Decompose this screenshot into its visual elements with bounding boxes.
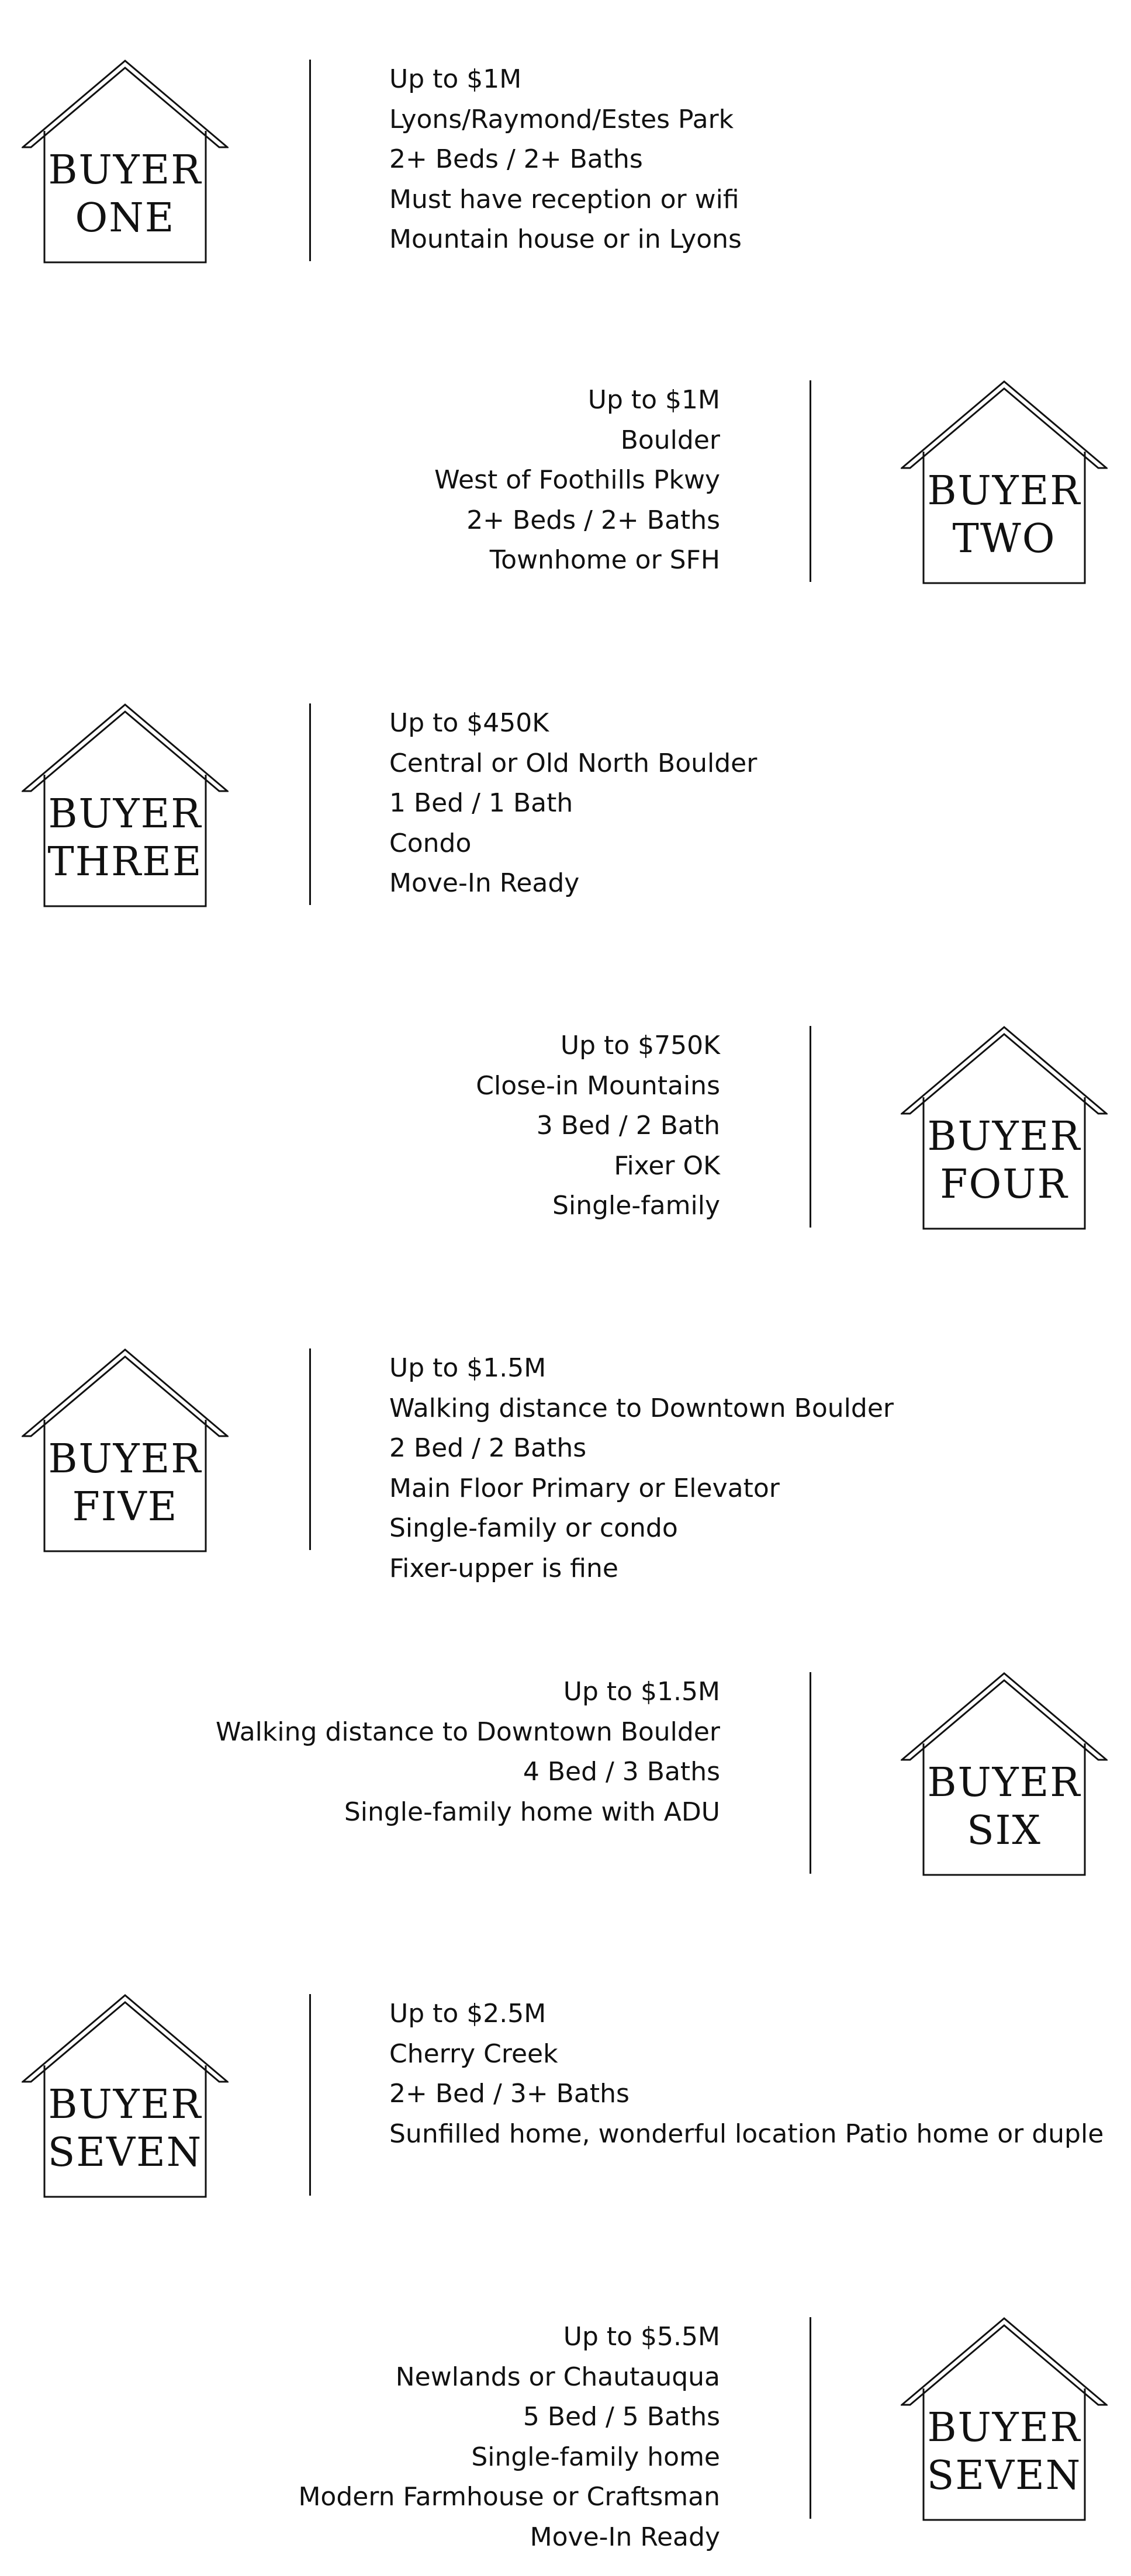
house-label-line1: BUYER [927, 1114, 1081, 1160]
detail-beds-baths: 5 Bed / 5 Baths [523, 2402, 720, 2432]
house-label-line2: FIVE [72, 1484, 178, 1530]
divider [309, 1348, 311, 1550]
divider [810, 1672, 811, 1874]
detail-price: Up to $1.5M [563, 1677, 720, 1707]
house-icon [22, 1348, 229, 1553]
buyer-details [389, 60, 742, 260]
house-label-line1: BUYER [927, 468, 1081, 514]
house-icon [901, 1026, 1108, 1230]
detail-location: Cherry Creek [389, 2038, 558, 2069]
detail-type: Townhome or SFH [489, 545, 720, 575]
detail-price: Up to $750K [560, 1031, 720, 1060]
detail-style: Modern Farmhouse or Craftsman [298, 2482, 720, 2512]
detail-requirement: Main Floor Primary or Elevator [389, 1473, 780, 1503]
detail-location: Close-in Mountains [476, 1070, 720, 1101]
buyer-details [476, 1026, 720, 1226]
detail-type: Mountain house or in Lyons [389, 224, 742, 254]
house-label-line1: BUYER [927, 2405, 1081, 2451]
buyer-card-6 [0, 1672, 1131, 1877]
divider [810, 380, 811, 582]
detail-type: Single-family home [471, 2442, 720, 2472]
buyer-card-2 [0, 380, 1131, 585]
buyer-card-3 [0, 703, 1131, 908]
house-label-line1: BUYER [48, 2082, 202, 2128]
detail-type: Condo [389, 828, 472, 858]
house-icon [22, 1994, 229, 2199]
detail-price: Up to $1M [587, 385, 720, 415]
house-icon [901, 380, 1108, 585]
house-label-line1: BUYER [927, 1760, 1081, 1806]
house-label-line2: TWO [952, 516, 1056, 562]
house-label-line2: SIX [967, 1808, 1042, 1854]
house-label-line2: ONE [75, 195, 175, 241]
detail-condition: Move-In Ready [389, 868, 580, 898]
detail-requirement: Must have reception or wifi [389, 184, 739, 214]
buyer-card-4 [0, 1026, 1131, 1230]
detail-type: Single-family or condo [389, 1513, 678, 1543]
house-label-line2: SEVEN [47, 2130, 203, 2176]
detail-type: Single-family home with ADU [344, 1797, 720, 1827]
detail-beds-baths: 2+ Beds / 2+ Baths [466, 505, 720, 535]
detail-location: Walking distance to Downtown Boulder [389, 1393, 894, 1423]
detail-condition: Fixer OK [614, 1150, 720, 1181]
house-label-line1: BUYER [48, 147, 202, 193]
detail-condition: Move-In Ready [530, 2522, 720, 2552]
buyer-details [434, 380, 720, 581]
divider [309, 703, 311, 905]
detail-location: Lyons/Raymond/Estes Park [389, 104, 734, 134]
divider [309, 1994, 311, 2196]
house-icon [22, 703, 229, 908]
buyer-card-5 [0, 1348, 1131, 1583]
divider [309, 60, 311, 261]
detail-price: Up to $5.5M [563, 2322, 720, 2352]
detail-beds-baths: 2+ Bed / 3+ Baths [389, 2079, 630, 2109]
house-icon [901, 1672, 1108, 1877]
buyer-details [389, 1348, 894, 1589]
detail-location: Boulder [620, 425, 720, 455]
detail-location: Newlands or Chautauqua [395, 2362, 720, 2392]
buyer-details [216, 1672, 720, 1832]
buyer-card-1 [0, 60, 1131, 264]
house-label-line2: FOUR [940, 1162, 1068, 1208]
detail-price: Up to $1M [389, 64, 522, 94]
detail-location: Central or Old North Boulder [389, 748, 758, 778]
house-label-line1: BUYER [48, 791, 202, 837]
buyer-card-7 [0, 1994, 1131, 2199]
detail-location: Walking distance to Downtown Boulder [216, 1717, 720, 1747]
detail-area: West of Foothills Pkwy [434, 465, 720, 495]
detail-price: Up to $2.5M [389, 1999, 547, 2029]
detail-type: Sunfilled home, wonderful location Patio home or duple [389, 2119, 1104, 2149]
detail-beds-baths: 4 Bed / 3 Baths [523, 1757, 720, 1787]
house-label-line2: SEVEN [926, 2453, 1082, 2499]
detail-price: Up to $1.5M [389, 1353, 547, 1383]
house-label-line1: BUYER [48, 1436, 202, 1482]
detail-beds-baths: 1 Bed / 1 Bath [389, 788, 573, 818]
house-icon [22, 60, 229, 264]
detail-beds-baths: 3 Bed / 2 Bath [536, 1111, 720, 1140]
detail-price: Up to $450K [389, 708, 549, 738]
buyer-details [298, 2317, 720, 2557]
divider [810, 2317, 811, 2519]
detail-condition: Fixer-upper is fine [389, 1553, 618, 1583]
detail-beds-baths: 2+ Beds / 2+ Baths [389, 144, 643, 174]
detail-type: Single-family [552, 1191, 720, 1221]
house-label-line2: THREE [47, 839, 203, 885]
detail-beds-baths: 2 Bed / 2 Baths [389, 1433, 587, 1463]
buyer-details [389, 703, 757, 904]
divider [810, 1026, 811, 1228]
buyer-details [389, 1994, 1104, 2154]
house-icon [901, 2317, 1108, 2522]
buyer-card-8 [0, 2317, 1131, 2552]
